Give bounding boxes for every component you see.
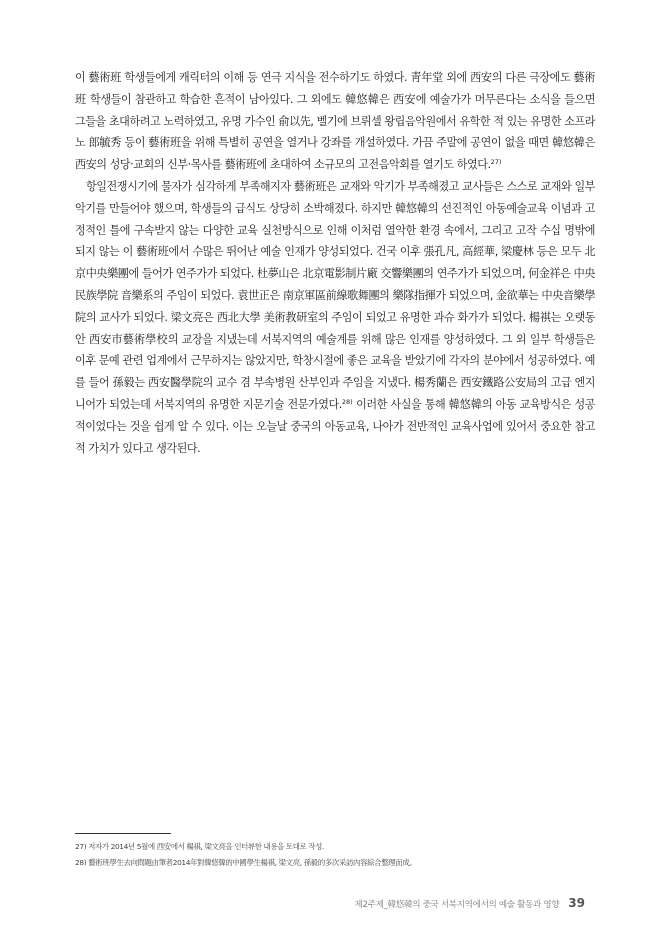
footnote-27: 27) 저자가 2014년 5월에 西安에서 楊祺, 梁文亮을 인터뷰한 내용을 토대로 작성. [75, 842, 324, 851]
footnote-28: 28) 藝術班學生去向問題由筆者2014年對韓悠韓的中國學生楊祺, 梁文亮, 孫毅的多次采訪內容綜合整理而成。 [75, 858, 417, 867]
footnote-divider [75, 833, 171, 834]
paragraph-2-text-continued: 이러한 사실을 통해 韓悠韓의 아동 교육방식은 성공적이었다는 것을 쉽게 알 수 있다. 이는 오늘날 중국의 아동교육, 나아가 전반적인 교육사업에 있어서 중요한 참고적 가치가 있다고 생각된다. [75, 397, 595, 455]
running-title: 제2주제_韓悠韓의 중국 서북지역에서의 예술 활동과 영향 [354, 900, 560, 910]
paragraph-1 [75, 67, 595, 176]
footnote-ref-27[interactable]: 27) [490, 158, 502, 167]
footnotes [75, 839, 605, 871]
main-text [75, 67, 595, 459]
footnote-ref-28[interactable]: 28) [341, 397, 353, 406]
page-footer [355, 896, 585, 910]
paragraph-1-text: 이 藝術班 학생들에게 캐릭터의 이해 등 연극 지식을 전수하기도 하였다. 靑年堂 외에 西安의 다른 극장에도 藝術班 학생들이 참관하고 학습한 흔적이 남아있다. 그 외에도 韓悠韓은 西安에 예술가가 머무른다는 소식을 들으면 그들을 초대하려고 노력하였고, 유명 가수인 俞以先, 벨기에 브뤼셀 왕립음악원에서 유학한 적 있는 유명한 소프라노 郎毓秀 등이 藝術班을 위해 특별히 공연을 열거나 강좌를 개설하였다. 가끔 주말에 공연이 없을 때면 韓悠韓은 西安의 성당·교회의 신부·목사를 藝術班에 초대하여 소규모의 고전음악회를 열기도 하였다. [75, 71, 595, 172]
page-number: 39 [568, 896, 585, 910]
paragraph-2 [75, 176, 595, 459]
paragraph-2-text: 항일전쟁시기에 물자가 심각하게 부족해지자 藝術班은 교재와 악기가 부족해졌고 교사들은 스스로 교재와 일부 악기를 만들어야 했으며, 학생들의 급식도 상당히 소박해졌다. 하지만 韓悠韓의 선진적인 아동예술교육 이념과 고정적인 틀에 구속받지 않는 다양한 교육 실천방식으로 인해 이처럼 열악한 환경 속에서, 그리고 고작 수십 명밖에 되지 않는 이 藝術班에서 수많은 뛰어난 예술 인재가 양성되었다. 건국 이후 張孔凡, 高經華, 梁慶林 등은 모두 北京中央樂團에 들어가 연주가가 되었다. 杜夢山은 北京電影制片廠 交響樂團의 연주가가 되었으며, 何金祥은 中央民族學院 音樂系의 주임이 되었다. 袁世正은 南京軍區前線歌舞團의 樂隊指揮가 되었으며, 金欲華는 中央音樂學院의 교사가 되었다. 梁文亮은 西北大學 美術教研室의 주임이 되었고 유명한 과슈 화가가 되었다. 楊祺는 오랫동안 西安市藝術學校의 교장을 지냈는데 서북지역의 예술계를 위해 많은 인재를 양성하였다. 그 외 일부 학생들은 이후 문예 관련 업계에서 근무하지는 않았지만, 학창시절에 좋은 교육을 받았기에 각자의 분야에서 성공하였다. 예를 들어 孫毅는 西安醫學院의 교수 겸 부속병원 산부인과 주임을 지냈다. 楊秀蘭은 西安鐵路公安局의 고급 엔지니어가 되었는데 서북지역의 유명한 지문기술 전문가였다. [75, 179, 595, 411]
